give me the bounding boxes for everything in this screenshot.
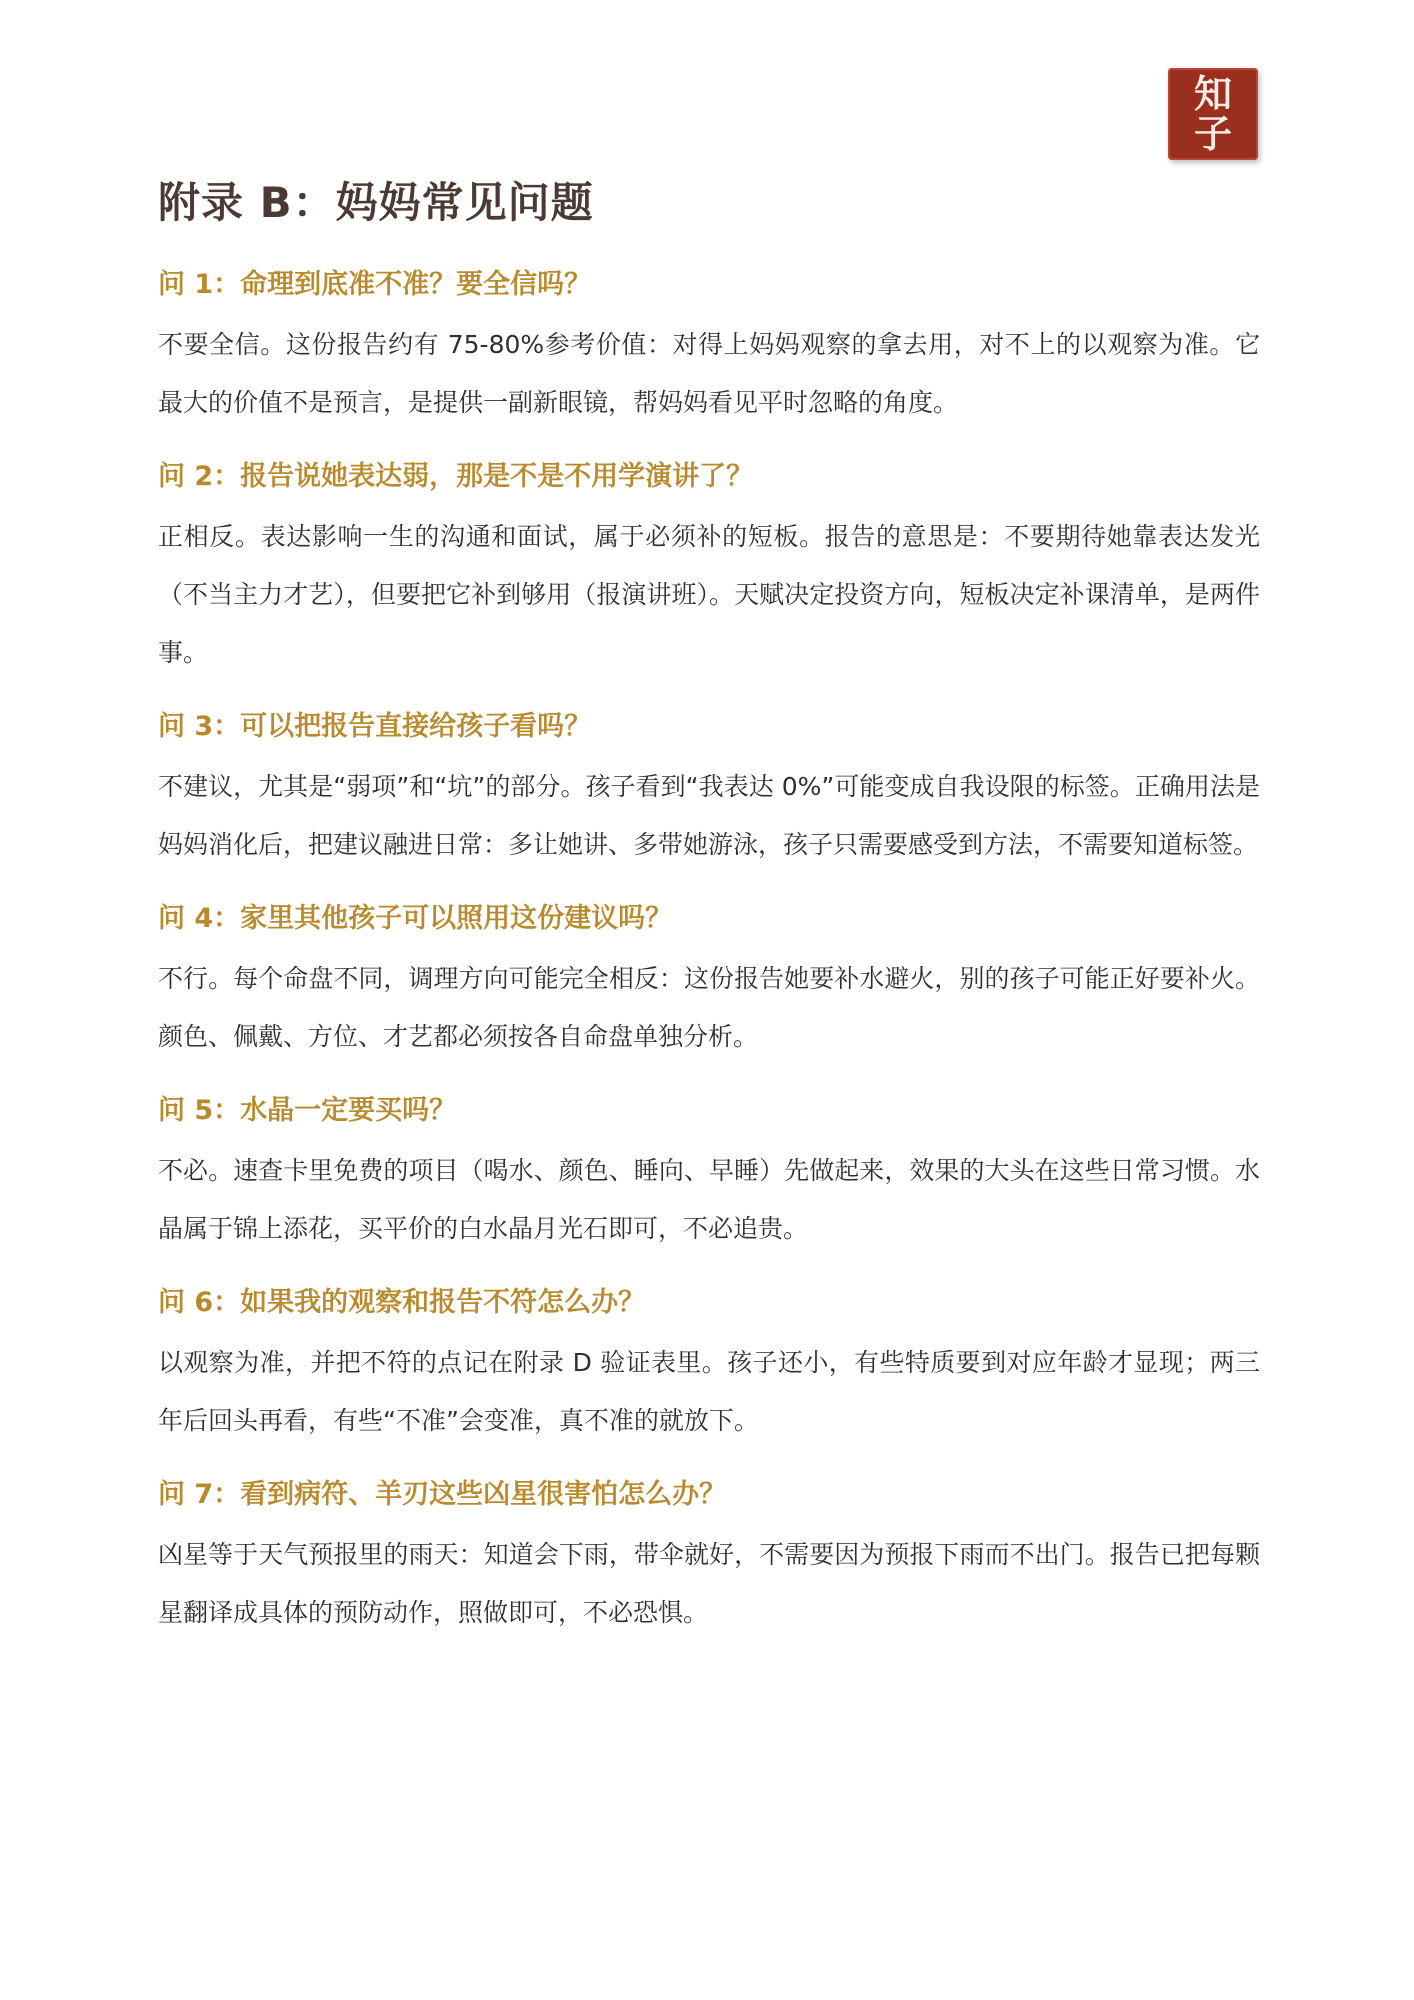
qa-item-7	[158, 1474, 1260, 1642]
zhizi-seal-logo	[1168, 68, 1258, 160]
qa-item-4	[158, 898, 1260, 1066]
question-3: 问 3：可以把报告直接给孩子看吗？	[158, 711, 592, 742]
seal-char-2: 子	[1193, 111, 1232, 156]
page-title: 附录 B：妈妈常见问题	[158, 178, 594, 227]
question-7: 问 7：看到病符、羊刃这些凶星很害怕怎么办？	[158, 1479, 727, 1510]
qa-item-2	[158, 456, 1260, 682]
qa-item-5	[158, 1090, 1260, 1258]
answer-2: 正相反。表达影响一生的沟通和面试，属于必须补的短板。报告的意思是：不要期待她靠表达发光（不当主力才艺），但要把它补到够用（报演讲班）。天赋决定投资方向，短板决定补课清单，是两件事。	[158, 522, 1260, 667]
question-1: 问 1：命理到底准不准？要全信吗？	[158, 269, 592, 300]
answer-7: 凶星等于天气预报里的雨天：知道会下雨，带伞就好，不需要因为预报下雨而不出门。报告已把每颗星翻译成具体的预防动作，照做即可，不必恐惧。	[158, 1540, 1260, 1627]
answer-5: 不必。速查卡里免费的项目（喝水、颜色、睡向、早睡）先做起来，效果的大头在这些日常习惯。水晶属于锦上添花，买平价的白水晶月光石即可，不必追贵。	[158, 1156, 1260, 1243]
answer-6: 以观察为准，并把不符的点记在附录 D 验证表里。孩子还小，有些特质要到对应年龄才显现；两三年后回头再看，有些“不准”会变准，真不准的就放下。	[158, 1348, 1260, 1435]
qa-item-3	[158, 706, 1260, 874]
answer-3: 不建议，尤其是“弱项”和“坑”的部分。孩子看到“我表达 0%”可能变成自我设限的标签。正确用法是妈妈消化后，把建议融进日常：多让她讲、多带她游泳，孩子只需要感受到方法，不需要知道标签。	[158, 772, 1260, 859]
question-2: 问 2：报告说她表达弱，那是不是不用学演讲了？	[158, 461, 754, 492]
answer-4: 不行。每个命盘不同，调理方向可能完全相反：这份报告她要补水避火，别的孩子可能正好要补火。颜色、佩戴、方位、才艺都必须按各自命盘单独分析。	[158, 964, 1260, 1051]
qa-item-1	[158, 264, 1260, 432]
question-5: 问 5：水晶一定要买吗？	[158, 1095, 457, 1126]
question-6: 问 6：如果我的观察和报告不符怎么办？	[158, 1287, 646, 1318]
faq-content	[158, 170, 1260, 1666]
seal-char-1: 知	[1193, 71, 1232, 116]
qa-item-6	[158, 1282, 1260, 1450]
question-4: 问 4：家里其他孩子可以照用这份建议吗？	[158, 903, 673, 934]
answer-1: 不要全信。这份报告约有 75-80%参考价值：对得上妈妈观察的拿去用，对不上的以观察为准。它最大的价值不是预言，是提供一副新眼镜，帮妈妈看见平时忽略的角度。	[158, 330, 1260, 417]
